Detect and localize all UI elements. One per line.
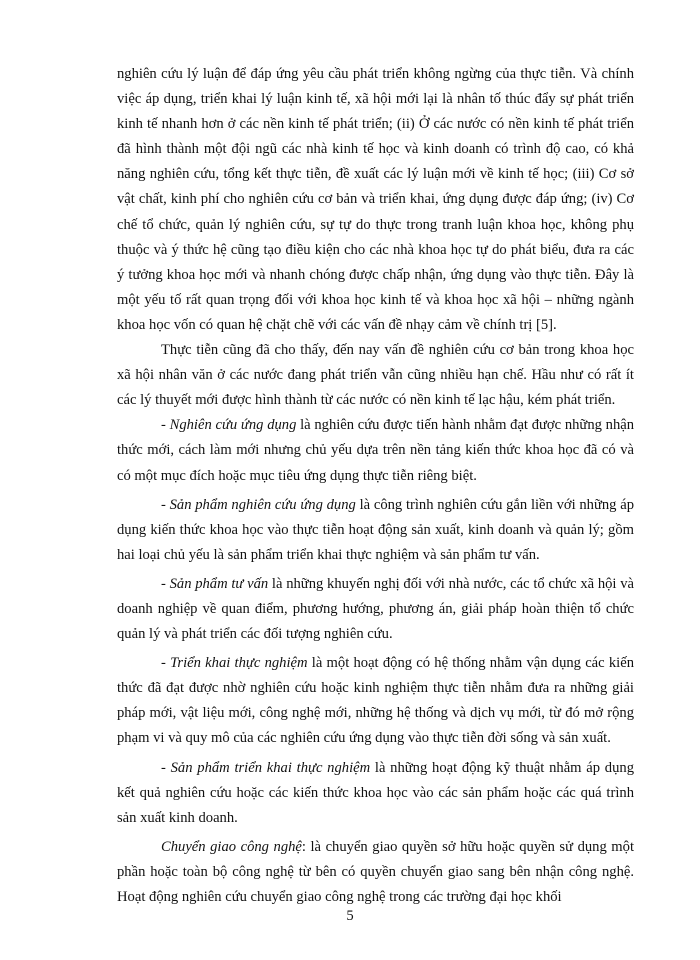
definition-text: là công trình nghiên cứu gắn liền với những áp dụng kiến thức khoa học vào thực tiễn hoạt động sản xuất, kinh doanh và quản lý; gồm hai loại chủ yếu là sản phẩm triển khai thực nghiệm và sản phẩm tư vấn. xyxy=(117,496,634,563)
definition-term: Sản phẩm triển khai thực nghiệm xyxy=(170,759,371,776)
definition-text: là những khuyến nghị đối với nhà nước, các tổ chức xã hội và doanh nghiệp về quan điểm, phương hướng, phương án, giải pháp hoàn thiện tổ chức quản lý và phát triển các đối tượng nghiên cứu. xyxy=(117,575,634,643)
definition-experimental-development xyxy=(117,651,634,751)
definition-text: là nghiên cứu được tiến hành nhằm đạt được những nhận thức mới, cách làm mới nhưng chủ yếu dựa trên nền tảng kiến thức khoa học đã có và có một mục đích hoặc mục tiêu ứng dụng thực tiễn riêng biệt. xyxy=(117,417,635,484)
definition-prefix: - xyxy=(161,655,171,672)
definition-text: : là chuyển giao quyền sở hữu hoặc quyền sử dụng một phần hoặc toàn bộ công nghệ từ bên có quyền chuyển giao sang bên nhận công nghệ. Hoạt động nghiên cứu chuyển giao công nghệ trong các trường đại học khối xyxy=(117,838,634,905)
definition-experimental-development-product xyxy=(117,756,634,831)
definition-term: Chuyển giao công nghệ xyxy=(161,838,302,855)
paragraph-basic-research-limits xyxy=(117,338,634,413)
definition-applied-research xyxy=(117,413,634,488)
definition-consulting-product xyxy=(117,572,634,647)
paragraph-text: Thực tiễn cũng đã cho thấy, đến nay vấn đề nghiên cứu cơ bản trong khoa học xã hội nhân văn ở các nước đang phát triển vẫn cũng nhiều hạn chế. Hầu như có rất ít các lý thuyết mới được hình thành từ các nước có nền kinh tế lạc hậu, kém phát triển. xyxy=(117,342,634,409)
definition-text: là một hoạt động có hệ thống nhằm vận dụng các kiến thức đã đạt được nhờ nghiên cứu hoặc kinh nghiệm thực tiễn nhằm đưa ra những giải pháp mới, vật liệu mới, công nghệ mới, những hệ thống và dịch vụ mới, từ đó mở rộng phạm vi và quy mô của các nghiên cứu ứng dụng vào thực tiễn đời sống và sản xuất. xyxy=(117,655,634,747)
definition-prefix: - xyxy=(161,496,170,513)
definition-prefix: - xyxy=(161,759,171,776)
definition-text: là những hoạt động kỹ thuật nhằm áp dụng kết quả nghiên cứu hoặc các kiến thức khoa học vào các sản phẩm hoặc các quá trình sản xuất kinh doanh. xyxy=(117,759,634,826)
definition-applied-research-product xyxy=(117,493,634,568)
paragraph-text: nghiên cứu lý luận để đáp ứng yêu cầu phát triển không ngừng của thực tiễn. Và chính việc áp dụng, triển khai lý luận kinh tế, xã hội mới lại là nhân tố thúc đẩy sự phát triển kinh tế nhanh hơn ở các nền kinh tế phát triển; (ii) Ở các nước có nền kinh tế phát triển đã hình thành một đội ngũ các nhà kinh tế học và kinh doanh có trình độ cao, có khả năng nghiên cứu, tổng kết thực tiễn, đề xuất các lý luận mới về kinh tế học; (iii) Cơ sở vật chất, kinh phí cho nghiên cứu cơ bản và triển khai, ứng dụng được đáp ứng; (iv) Cơ chế tổ chức, quản lý nghiên cứu, sự tự do thực trong tranh luận khoa học, không phụ thuộc và ý thức hệ cũng tạo điều kiện cho các nhà khoa học tự do phát biểu, đưa ra các ý tưởng khoa học mới và nhanh chóng được chấp nhận, ứng dụng vào thực tiễn. Đây là một yếu tố rất quan trọng đối với khoa học kinh tế và khoa học xã hội – những ngành khoa học vốn có quan hệ chặt chẽ với các vấn đề nhạy cảm về chính trị [5]. xyxy=(117,66,634,333)
body-text xyxy=(117,62,634,910)
definition-term: Triển khai thực nghiệm xyxy=(170,655,308,672)
definition-prefix: - xyxy=(161,575,170,592)
definition-term: Sản phẩm nghiên cứu ứng dụng xyxy=(169,496,356,513)
definition-technology-transfer xyxy=(117,835,634,910)
definition-term: Sản phẩm tư vấn xyxy=(169,575,269,592)
definition-term: Nghiên cứu ứng dụng xyxy=(169,417,297,434)
paragraph-continuation xyxy=(117,62,634,338)
definition-prefix: - xyxy=(161,417,170,434)
page-number: 5 xyxy=(346,908,354,924)
